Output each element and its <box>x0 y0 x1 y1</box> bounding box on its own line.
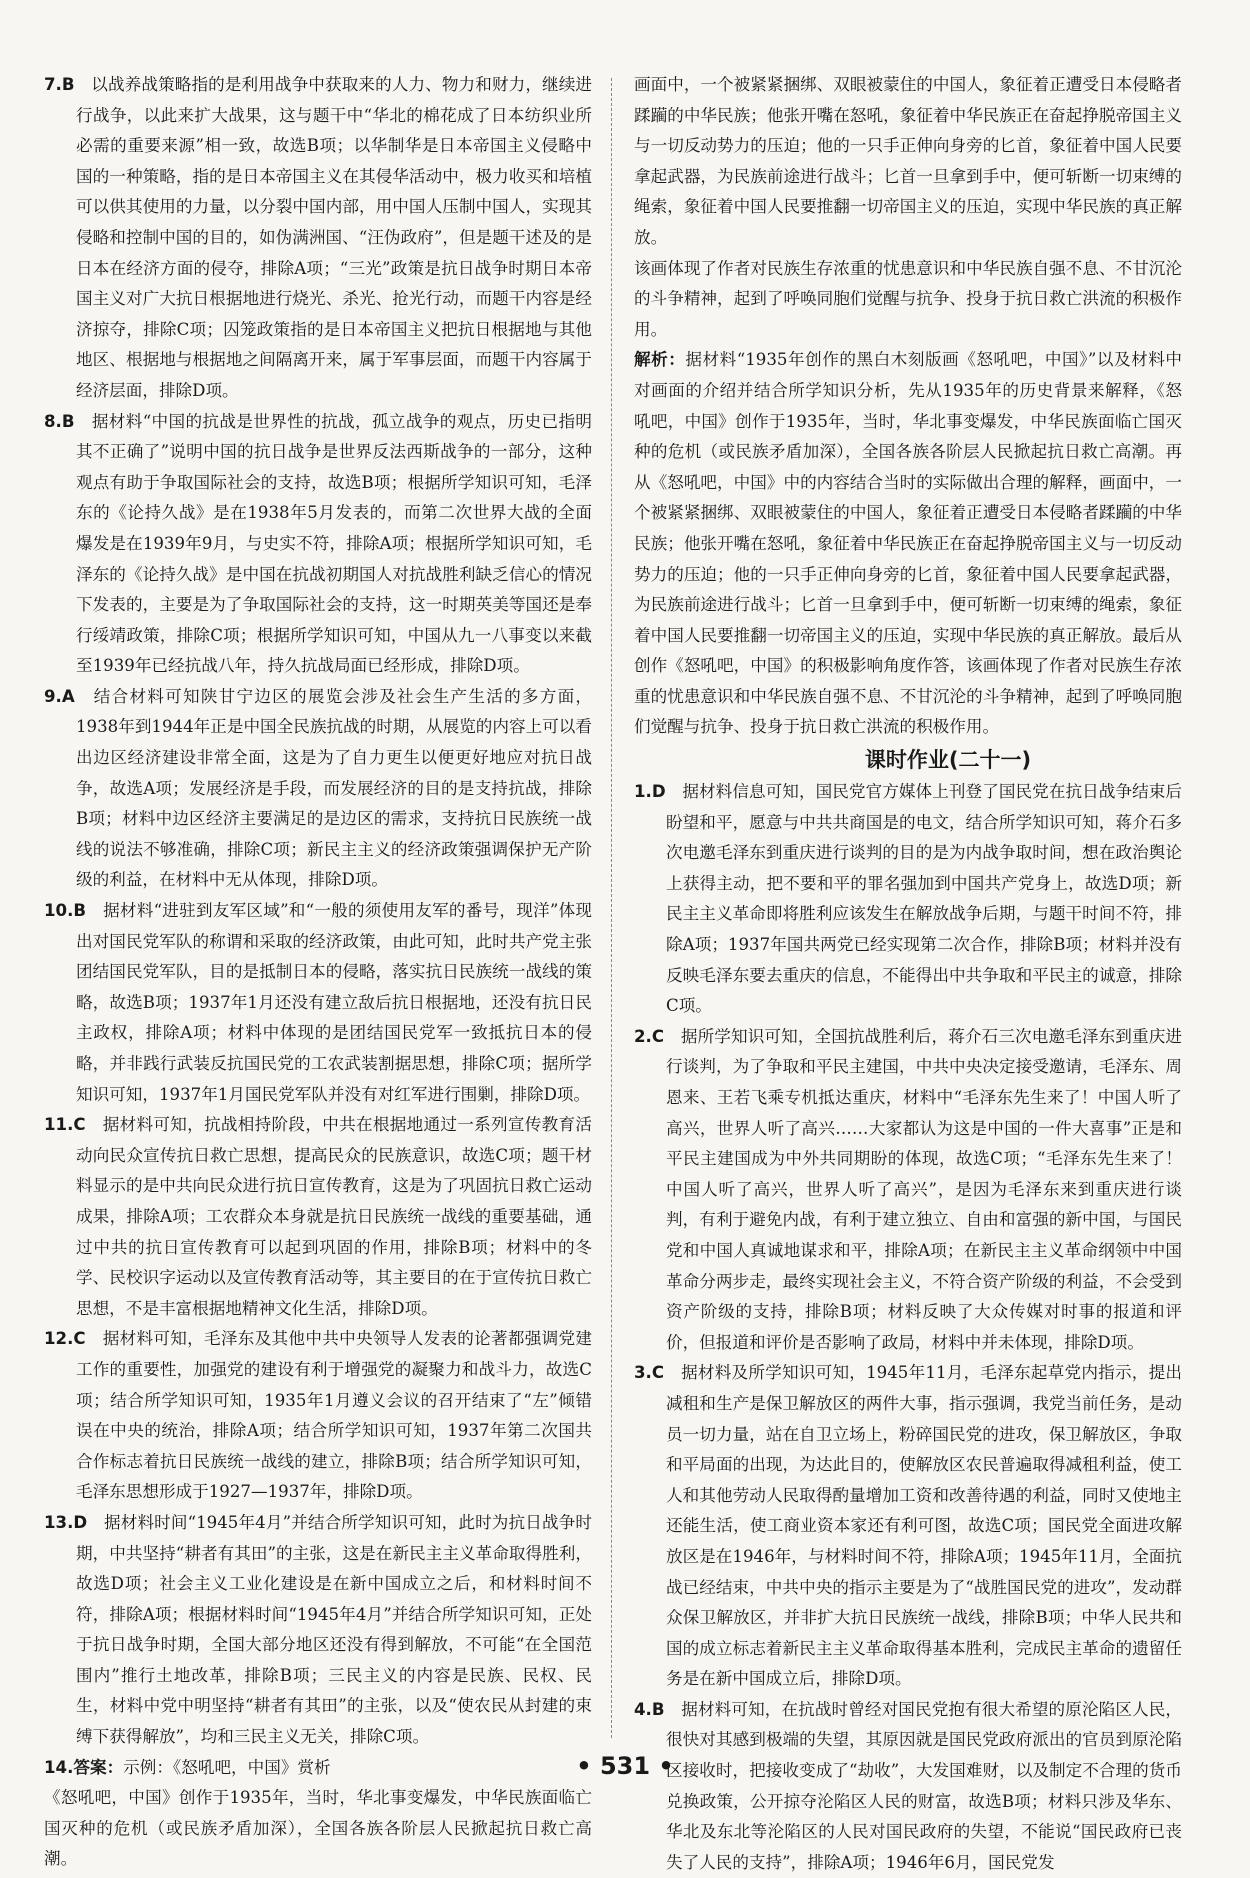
right-answer-list <box>634 777 1182 1878</box>
item14-continuation-2: 该画体现了作者对民族生存浓重的忧患意识和中华民族自强不息、不甘沉沦的斗争精神，起到了呼唤同胞们觉醒与抗争、投身于抗日救亡洪流的积极作用。 <box>634 258 1182 339</box>
left-answer-list <box>44 70 592 1753</box>
item-text: 据材料可知，在抗战时曾经对国民党抱有很大希望的原沦陷区人民，很快对其感到极端的失望，其原因就是国民党政府派出的官员到原沦陷区接收时，把接收变成了“劫收”，大发国难财，以及制定不合理的货币兑换政策，公开掠夺沦陷区人民的财富，故选B项；材料只涉及华东、华北及东北等沦陷区的人民对国民政府的失望，不能说“国民政府已丧失了人民的支持”，排除A项；1946年6月，国民党发 <box>666 1699 1183 1872</box>
analysis-paragraph <box>634 345 1182 743</box>
item-text: 据材料可知，抗战相持阶段，中共在根据地通过一系列宣传教育活动向民众宣传抗日救亡思想，提高民众的民族意识，故选C项；题干材料显示的是中共向民众进行抗日宣传教育，这是为了巩固抗日救亡运动成果，排除A项；工农群众本身就是抗日民族统一战线的重要基础，通过中共的抗日宣传教育可以起到巩固的作用，排除B项；材料中的冬学、民校识字运动以及宣传教育活动等，其主要目的在于宣传抗日救亡思想，不是丰富根据地精神文化生活，排除D项。 <box>76 1115 593 1318</box>
item-number: 7.B <box>44 75 75 94</box>
item-number: 1.D <box>634 782 666 802</box>
item-number: 11.C <box>44 1115 86 1135</box>
item-number: 13.D <box>44 1512 88 1532</box>
column-divider <box>611 78 612 1738</box>
answer-item <box>634 777 1182 1022</box>
section-title: 课时作业(二十一) <box>864 748 1032 773</box>
item-number: 9.A <box>44 686 75 706</box>
answer-item <box>44 1110 592 1324</box>
answer-item <box>634 1695 1182 1878</box>
answer-item <box>44 682 592 896</box>
item-text: 据材料及所学知识可知，1945年11月，毛泽东起草党内指示，提出减租和生产是保卫解放区的两件大事，指示强调，我党当前任务，是动员一切力量，站在自卫立场上，粉碎国民党的进攻，保卫解放区，争取和平局面的出现，为达此目的，使解放区农民普遍取得减租利益，使工人和其他劳动人民取得酌量增加工资和改善待遇的利益，同时又使地主还能生活，使工商业资本家还有利可图，故选C项；国民党全面进攻解放区是在1946年，与材料时间不符，排除A项；1945年11月，全面抗战已经结束，中共中央的指示主要是为了“战胜国民党的进攻”，发动群众保卫解放区，并非扩大抗日民族统一战线，排除B项；中华人民共和国的成立标志着新民主主义革命取得基本胜利，完成民主革命的遗留任务是在新中国成立后，排除D项。 <box>666 1363 1183 1689</box>
answer-item <box>634 1022 1182 1359</box>
analysis-label: 解析： <box>634 350 686 370</box>
item14-continuation-1: 画面中，一个被紧紧捆绑、双眼被蒙住的中国人，象征着正遭受日本侵略者蹂躏的中华民族；他张开嘴在怒吼，象征着中华民族正在奋起挣脱帝国主义与一切反动势力的压迫；他的一只手正伸向身旁的匕首，象征着中国人民要拿起武器，为民族前途进行战斗；匕首一旦拿到手中，便可斩断一切束缚的绳索，象征着中国人民要推翻一切帝国主义的压迫，实现中华民族的真正解放。 <box>634 75 1182 247</box>
item-text: 据材料时间“1945年4月”并结合所学知识可知，此时为抗日战争时期，中共坚持“耕者有其田”的主张，这是在新民主主义革命取得胜利，故选D项；社会主义工业化建设是在新中国成立之后，和材料时间不符，排除A项；根据材料时间“1945年4月”并结合所学知识可知，正处于抗日战争时期，全国大部分地区还没有得到解放，不可能“在全国范围内”推行土地改革，排除B项；三民主义的内容是民族、民权、民生，材料中党中明坚持“耕者有其田”的主张，以及“使农民从封建的束缚下获得解放”，均和三民主义无关，排除C项。 <box>76 1512 592 1747</box>
answer-item <box>44 896 592 1110</box>
answer-item <box>44 70 592 407</box>
analysis-text: 据材料“1935年创作的黑白木刻版画《怒吼吧，中国》”以及材料中对画面的介绍并结合所学知识分析，先从1935年的历史背景来解释，《怒吼吧，中国》创作于1935年，当时，华北事变爆发，中华民族面临亡国灭种的危机（或民族矛盾加深），全国各族各阶层人民掀起抗日救亡高潮。再从《怒吼吧，中国》中的内容结合当时的实际做出合理的解释，画面中，一个被紧紧捆绑、双眼被蒙住的中国人，象征着正遭受日本侵略者蹂躏的中华民族；他张开嘴在怒吼，象征着中华民族正在奋起挣脱帝国主义与一切反动势力的压迫；他的一只手正伸向身旁的匕首，象征着中国人民要拿起武器，为民族前途进行战斗；匕首一旦拿到手中，便可斩断一切束缚的绳索，象征着中国人民要推翻一切帝国主义的压迫，实现中华民族的真正解放。最后从创作《怒吼吧，中国》的积极影响角度作答，该画体现了作者对民族生存浓重的忧患意识和中华民族自强不息、不甘沉沦的斗争精神，起到了呼唤同胞们觉醒与抗争、投身于抗日救亡洪流的积极作用。 <box>634 350 1182 737</box>
item-text: 据材料“进驻到友军区域”和“一般的须使用友军的番号，现洋”体现出对国民党军队的称谓和采取的经济政策，由此可知，此时共产党主张团结国民党军队，目的是抵制日本的侵略，落实抗日民族统一战线的策略，故选B项；1937年1月还没有建立敌后抗日根据地，还没有抗日民主政权，排除A项；材料中体现的是团结国民党军一致抵抗日本的侵略，并非践行武装反抗国民党的工农武装割据思想，排除C项；据所学知识可知，1937年1月国民党军队并没有对红军进行围剿，排除D项。 <box>76 901 593 1104</box>
item14-paragraph: 《怒吼吧，中国》创作于1935年，当时，华北事变爆发，中华民族面临亡国灭种的危机（或民族矛盾加深），全国各族各阶层人民掀起抗日救亡高潮。 <box>44 1788 592 1869</box>
item-text: 据所学知识可知，全国抗战胜利后，蒋介石三次电邀毛泽东到重庆进行谈判，为了争取和平民主建国，中共中央决定接受邀请，毛泽东、周恩来、王若飞乘专机抵达重庆，材料中“毛泽东先生来了！中国人听了高兴，世界人听了高兴……大家都认为这是中国的一件大喜事”正是和平民主建国成为中外共同期盼的体现，故选C项；“毛泽东先生来了！中国人听了高兴，世界人听了高兴”，是因为毛泽东来到重庆进行谈判，有利于避免内战，有利于建立独立、自由和富强的新中国，与国民党和中国人真诚地谋求和平，排除A项；在新民主主义革命纲领中中国革命分两步走，最终实现社会主义，不符合资产阶级的利益，不会受到资产阶级的支持，排除B项；材料反映了大众传媒对时事的报道和评价，但报道和评价是否影响了政局，材料中并未体现，排除D项。 <box>666 1026 1183 1352</box>
answer-label: 答案： <box>73 1757 124 1777</box>
item-number: 3.C <box>634 1363 665 1383</box>
answer-item <box>44 1508 592 1753</box>
item-text: 据材料“中国的抗战是世界性的抗战，孤立战争的观点，历史已指明其不正确了”说明中国的抗日战争是世界反法西斯战争的一部分，这种观点有助于争取国际社会的支持，故选B项；根据所学知识可知，毛泽东的《论持久战》是在1938年5月发表的，而第二次世界大战的全面爆发是在1939年9月，与史实不符，排除A项；根据所学知识可知，毛泽东的《论持久战》是中国在抗战初期国人对抗战胜利缺乏信心的情况下发表的，主要是为了争取国际社会的支持，这一时期英美等国还是奉行绥靖政策，排除C项；根据所学知识可知，中国从九一八事变以来截至1939年已经抗战八年，持久抗战局面已经形成，排除D项。 <box>76 411 593 676</box>
item-text: 据材料可知，毛泽东及其他中共中央领导人发表的论著都强调党建工作的重要性，加强党的建设有利于增强党的凝聚力和战斗力，故选C项；结合所学知识可知，1935年1月遵义会议的召开结束了“左”倾错误在中央的统治，排除A项；结合所学知识可知，1937年第二次国共合作标志着抗日民族统一战线的建立，排除B项；结合所学知识可知，毛泽东思想形成于1927—1937年，排除D项。 <box>76 1329 593 1502</box>
answer-text: 示例：《怒吼吧，中国》赏析 <box>123 1757 331 1777</box>
item-number: 2.C <box>634 1026 665 1046</box>
answer-item <box>634 1358 1182 1695</box>
item-number: 8.B <box>44 411 75 431</box>
item-number: 4.B <box>634 1699 665 1719</box>
item-number: 12.C <box>44 1329 86 1349</box>
answer-item <box>44 1324 592 1508</box>
right-column <box>634 70 1182 1878</box>
answer-item <box>44 407 592 682</box>
item-text: 据材料信息可知，国民党官方媒体上刊登了国民党在抗日战争结束后盼望和平，愿意与中共共商国是的电文，结合所学知识可知，蒋介石多次电邀毛泽东到重庆进行谈判的目的是为内战争取时间，想在政治舆论上获得主动，把不要和平的罪名强加到中国共产党身上，故选D项；新民主主义革命即将胜利应该发生在解放战争后期，与题干时间不符，排除A项；1937年国共两党已经实现第二次合作，排除B项；材料并没有反映毛泽东要去重庆的信息，不能得出中共争取和平民主的诚意，排除C项。 <box>666 782 1183 1016</box>
item-number: 14. <box>44 1757 74 1777</box>
item-number: 10.B <box>44 901 87 921</box>
page-number: • 531 • <box>576 1752 674 1780</box>
item-text: 结合材料可知陕甘宁边区的展览会涉及社会生产生活的多方面，1938年到1944年正是中国全民族抗战的时期，从展览的内容上可以看出边区经济建设非常全面，这是为了自力更生以便更好地应对抗日战争，故选A项；发展经济是手段，而发展经济的目的是支持抗战，排除B项；材料中边区经济主要满足的是边区的需求，支持抗日民族统一战线的说法不够准确，排除C项；新民主主义的经济政策强调保护无产阶级的利益，在材料中无从体现，排除D项。 <box>76 686 593 890</box>
left-column <box>44 70 592 1875</box>
item-text: 以战养战策略指的是利用战争中获取来的人力、物力和财力，继续进行战争，以此来扩大战果，这与题干中“华北的棉花成了日本纺织业所必需的重要来源”相一致，故选B项；以华制华是日本帝国主义侵略中国的一种策略，指的是日本帝国主义在其侵华活动中，极力收买和培植可以供其使用的力量，以分裂中国内部，用中国人压制中国人，实现其侵略和控制中国的目的，如伪满洲国、“汪伪政府”，但是题干述及的是日本在经济方面的侵夺，排除A项；“三光”政策是抗日战争时期日本帝国主义对广大抗日根据地进行烧光、杀光、抢光行动，而题干内容是经济掠夺，排除C项；囚笼政策指的是日本帝国主义把抗日根据地与其他地区、根据地与根据地之间隔离开来，属于军事层面，而题干内容属于经济层面，排除D项。 <box>76 75 593 400</box>
